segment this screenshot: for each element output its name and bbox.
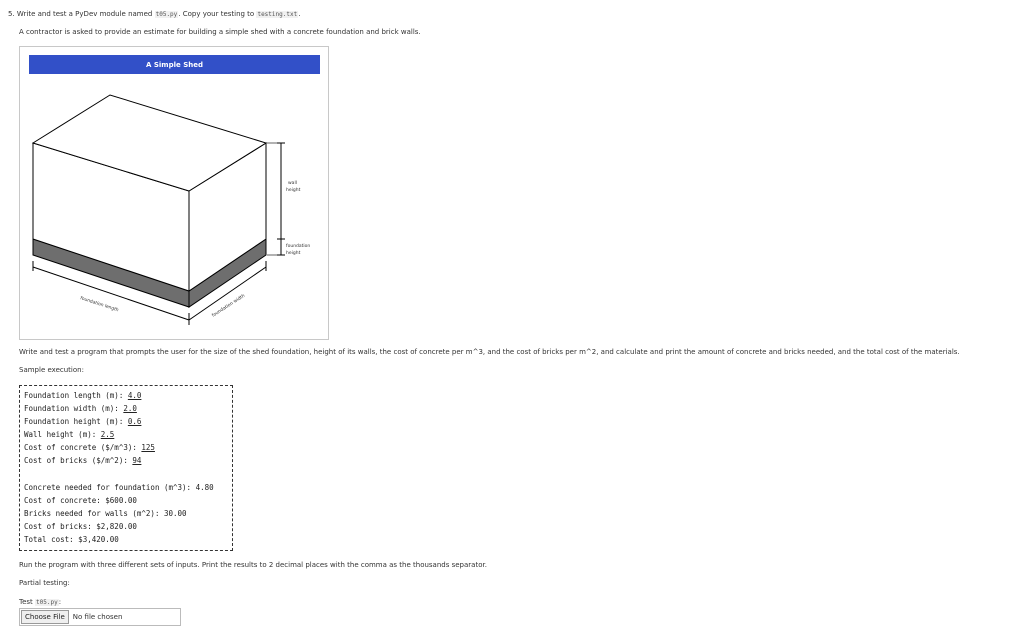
shed-diagram — [20, 47, 328, 339]
input-value: 0.6 — [127, 417, 142, 426]
output-line: Concrete needed for foundation (m^3): 4.80 — [24, 483, 214, 492]
wall-height-label-1: wall — [288, 181, 297, 186]
input-value: 4.0 — [127, 391, 142, 400]
input-value: 94 — [132, 456, 142, 465]
file-upload[interactable] — [19, 608, 181, 626]
input-line: Cost of bricks ($/m^2): 94 — [24, 456, 142, 465]
output-line: Total cost: $3,420.00 — [24, 535, 119, 544]
partial-testing-label: Partial testing: — [19, 579, 70, 587]
foundation-height-label-1: foundation — [286, 244, 311, 249]
module-name: t05.py — [155, 11, 178, 18]
test-module-name: t05.py — [36, 599, 58, 606]
figure-title: A Simple Shed — [29, 55, 320, 74]
choose-file-button[interactable]: Choose File — [21, 610, 69, 624]
testing-file-name: testing.txt — [257, 11, 298, 18]
run-instructions: Run the program with three different sets of inputs. Print the results to 2 decimal places with the comma as the thousands separator. — [19, 561, 487, 569]
foundation-length-label: foundation length — [79, 296, 120, 314]
input-value: 2.0 — [123, 404, 137, 413]
input-value: 2.5 — [100, 430, 115, 439]
foundation-width-label: foundation width — [211, 293, 247, 319]
output-line: Cost of bricks: $2,820.00 — [24, 522, 137, 531]
sample-execution — [19, 385, 233, 551]
input-value: 125 — [141, 443, 155, 452]
wall-height-label-2: height — [286, 188, 301, 193]
question-prefix: 5. Write and test a PyDev module named — [8, 10, 153, 18]
input-line: Foundation width (m): 2.0 — [24, 404, 137, 413]
intro-text: A contractor is asked to provide an estimate for building a simple shed with a concrete foundation and brick walls. — [19, 28, 421, 36]
shed-figure — [19, 46, 329, 340]
input-line: Cost of concrete ($/m^3): 125 — [24, 443, 155, 452]
question-middle: . Copy your testing to — [178, 10, 255, 18]
test-label: Test t05.py: — [19, 598, 62, 606]
task-text: Write and test a program that prompts the user for the size of the shed foundation, height of its walls, the cost of concrete per m^3, and the cost of bricks per m^2, and calculate and print the amount of concrete and bricks needed, and the total cost of the materials. — [19, 348, 960, 356]
output-line: Bricks needed for walls (m^2): 30.00 — [24, 509, 187, 518]
output-line: Cost of concrete: $600.00 — [24, 496, 137, 505]
input-line: Wall height (m): 2.5 — [24, 430, 115, 439]
no-file-status: No file chosen — [72, 613, 123, 621]
sample-label: Sample execution: — [19, 366, 84, 374]
input-line: Foundation height (m): 0.6 — [24, 417, 142, 426]
foundation-height-label-2: height — [286, 251, 301, 256]
question-header: 5. Write and test a PyDev module named t05.py. Copy your testing to testing.txt. — [8, 10, 301, 18]
input-line: Foundation length (m): 4.0 — [24, 391, 142, 400]
